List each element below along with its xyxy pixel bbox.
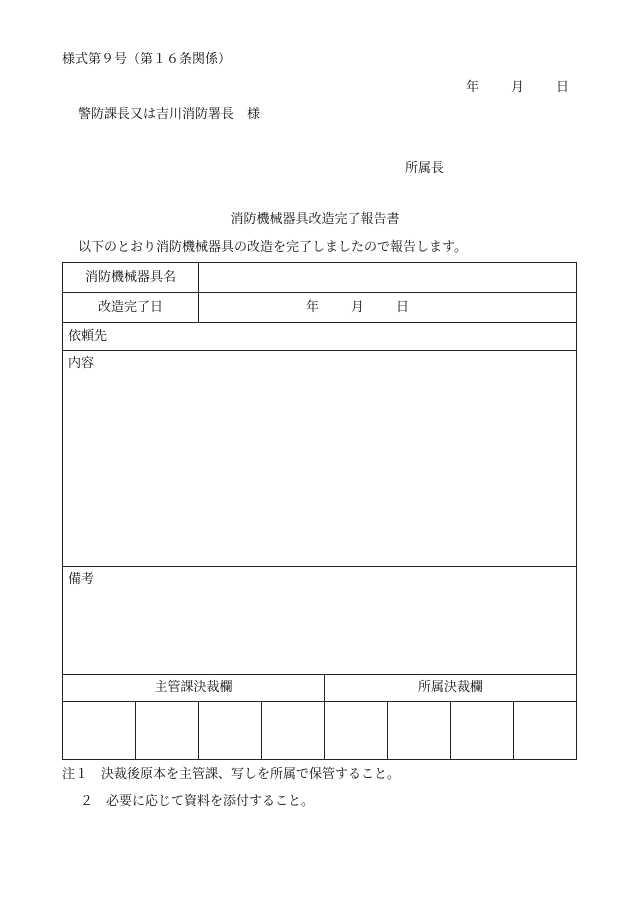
approval-stamp-cell[interactable] <box>451 702 514 760</box>
equipment-name-row <box>63 263 577 293</box>
approval-affiliation-label: 所属決裁欄 <box>325 675 577 702</box>
approval-stamp-cell[interactable] <box>63 702 136 760</box>
content-row <box>63 351 577 567</box>
completion-date-row <box>63 293 577 323</box>
note-1: 注１ 決裁後原本を主管課、写しを所属で保管すること。 <box>62 767 401 782</box>
equipment-name-label: 消防機械器具名 <box>63 263 199 293</box>
date-line <box>466 80 569 96</box>
form-number: 様式第９号（第１６条関係） <box>62 52 232 67</box>
approval-stamp-cell[interactable] <box>136 702 199 760</box>
date-year: 年 <box>466 80 480 95</box>
completion-date-label: 改造完了日 <box>63 293 199 323</box>
document-title: 消防機械器具改造完了報告書 <box>230 212 400 227</box>
remarks-row <box>63 567 577 675</box>
note-2: ２ 必要に応じて資料を添付すること。 <box>80 794 315 809</box>
completion-date-field[interactable] <box>199 293 577 323</box>
affiliation-head-label: 所属長 <box>405 161 445 176</box>
content-field[interactable]: 内容 <box>63 351 577 567</box>
approval-stamp-cell[interactable] <box>262 702 325 760</box>
completion-day: 日 <box>396 299 410 315</box>
date-day: 日 <box>556 80 570 95</box>
remarks-field[interactable]: 備考 <box>63 567 577 675</box>
completion-year: 年 <box>306 299 320 315</box>
equipment-name-field[interactable] <box>199 263 577 293</box>
date-month: 月 <box>511 80 525 95</box>
intro-text: 以下のとおり消防機械器具の改造を完了しましたので報告します。 <box>78 240 467 255</box>
approval-stamp-cell[interactable] <box>514 702 577 760</box>
completion-month: 月 <box>351 299 365 315</box>
requester-row <box>63 323 577 351</box>
report-form-table <box>62 262 577 760</box>
requester-field[interactable]: 依頼先 <box>63 323 577 351</box>
approval-stamp-row <box>63 702 577 760</box>
approval-stamp-cell[interactable] <box>325 702 388 760</box>
approval-stamp-cell[interactable] <box>388 702 451 760</box>
approval-header-row <box>63 675 577 702</box>
approval-stamp-cell[interactable] <box>199 702 262 760</box>
approval-main-label: 主管課決裁欄 <box>63 675 325 702</box>
addressee: 警防課長又は吉川消防署長 様 <box>78 107 261 122</box>
